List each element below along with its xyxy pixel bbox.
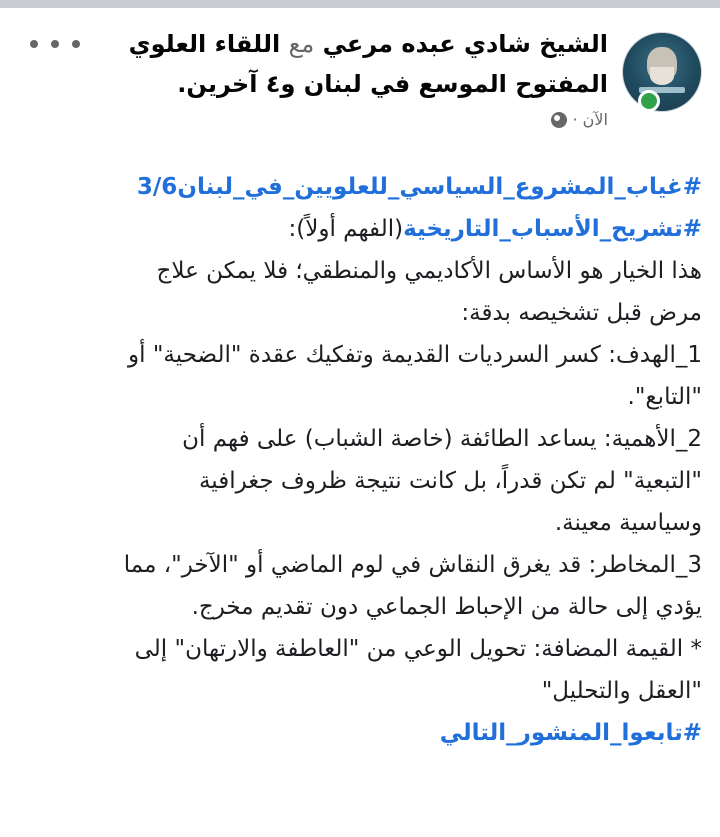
hashtag-link[interactable]: #تشريح_الأسباب_التاريخية <box>403 216 702 242</box>
post-line: 2_الأهمية: يساعد الطائفة (خاصة الشباب) على فهم أن <box>182 426 702 452</box>
more-horizontal-icon-dot <box>51 40 59 48</box>
online-status-icon <box>638 90 660 112</box>
post-line: "التابع". <box>627 384 702 410</box>
group-name-part1[interactable]: اللقاء العلوي <box>128 30 281 58</box>
post-part-number: 3/6 <box>136 174 178 200</box>
post-meta <box>128 110 608 129</box>
avatar[interactable] <box>622 32 702 112</box>
more-horizontal-icon-dot <box>72 40 80 48</box>
post-line: "التبعية" لم تكن قدراً، بل كانت نتيجة ظروف جغرافية <box>198 468 702 494</box>
hashtag-link[interactable]: #تابعوا_المنشور_التالي <box>439 720 702 746</box>
post-line: "العقل والتحليل" <box>541 678 702 704</box>
author-line-2 <box>128 64 608 104</box>
post-line <box>14 166 702 208</box>
author-name[interactable]: الشيخ شادي عبده مرعي <box>322 30 608 58</box>
author-block <box>128 24 608 129</box>
post-line: 3_المخاطر: قد يغرق النقاش في لوم الماضي أو "الآخر"، مما <box>123 552 702 578</box>
post-line: يؤدي إلى حالة من الإحباط الجماعي دون تقديم مخرج. <box>191 594 702 620</box>
post-timestamp[interactable]: الآن · <box>572 110 608 129</box>
post-line-suffix: (الفهم أولاً): <box>288 216 404 242</box>
hashtag-link[interactable]: #غياب_المشروع_السياسي_للعلويين_في_لبنان <box>177 174 702 200</box>
avatar-portrait-beard <box>650 67 674 85</box>
more-options-button[interactable] <box>30 34 80 54</box>
author-avatar[interactable] <box>622 32 700 110</box>
author-line-1 <box>128 24 608 64</box>
more-horizontal-icon <box>30 40 38 48</box>
post-line: وسياسية معينة. <box>554 510 702 536</box>
post-line: 1_الهدف: كسر السرديات القديمة وتفكيك عقدة "الضحية" أو <box>128 342 702 368</box>
with-word: مع <box>288 30 315 58</box>
post-line <box>14 208 702 250</box>
post-line: * القيمة المضافة: تحويل الوعي من "العاطفة والارتهان" إلى <box>134 636 702 662</box>
post-line: مرض قبل تشخيصه بدقة: <box>461 300 702 326</box>
post-line: هذا الخيار هو الأساس الأكاديمي والمنطقي؛ فلا يمكن علاج <box>156 258 702 284</box>
top-divider <box>0 0 720 8</box>
globe-icon[interactable] <box>551 112 567 128</box>
post-header <box>20 24 700 154</box>
post-line <box>14 712 702 754</box>
and-others-link[interactable]: و٤ آخرين. <box>177 70 296 98</box>
group-name-part2[interactable]: المفتوح الموسع في لبنان <box>303 70 608 98</box>
post-text <box>14 166 702 754</box>
